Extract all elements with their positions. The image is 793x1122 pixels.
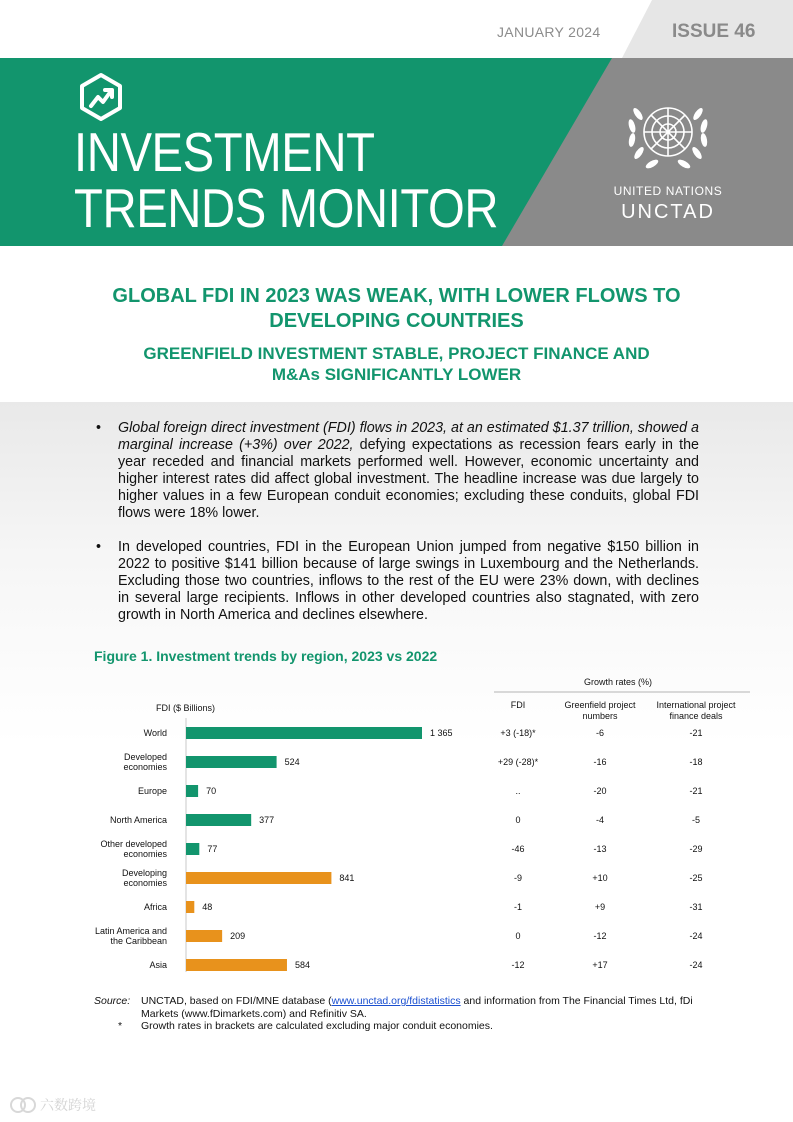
bullet-dot: •	[96, 420, 102, 436]
bullet-dot: •	[96, 539, 102, 555]
trend-arrow-hexagon-icon	[76, 72, 126, 122]
growth-fdi: 0	[515, 815, 521, 825]
growth-greenfield: +9	[594, 902, 606, 912]
category-label: economies	[123, 762, 167, 772]
bar-other-developed-economies	[186, 843, 199, 855]
growth-fdi: +29 (-28)*	[497, 757, 539, 767]
growth-fdi: -12	[511, 960, 525, 970]
org-acronym: UNCTAD	[621, 201, 715, 223]
bar-developed-economies	[186, 756, 277, 768]
bullet-emphasis: Global foreign direct investment (FDI) flows in 2023, at an estimated $1.37 trillion, showed a marginal increase (+3%) over 2022,	[118, 420, 699, 453]
bar-world	[186, 727, 422, 739]
source-text-after: and information from The Financial Times Ltd, fDi Markets (www.fDimarkets.com) and Refinitiv SA.	[141, 995, 693, 1020]
bullet-text: defying expectations as recession fears early in the year receded and financial markets performed well. However, economic uncertainty and higher interest rates did affect global investment. The headline increase was due largely to higher values in a few European conduit economies; excluding these conduits, global FDI flows were 18% lower.	[118, 437, 699, 521]
publication-title-line1: INVESTMENT	[74, 121, 375, 183]
growth-project-finance: -18	[689, 757, 703, 767]
bar-axis-label: FDI ($ Billions)	[156, 703, 216, 713]
bar-value-label: 584	[294, 960, 311, 970]
bar-value-label: 70	[206, 786, 217, 796]
category-label: World	[143, 728, 167, 738]
growth-project-finance: -5	[691, 815, 701, 825]
growth-project-finance: -24	[689, 960, 703, 970]
growth-greenfield: -6	[595, 728, 605, 738]
bar-north-america	[186, 814, 251, 826]
un-emblem-icon	[616, 92, 720, 180]
growth-project-finance: -29	[689, 844, 703, 854]
growth-greenfield: -20	[593, 786, 607, 796]
growth-fdi: -1	[513, 902, 523, 912]
col-header-fdi: FDI	[510, 700, 526, 710]
growth-project-finance: -21	[689, 786, 703, 796]
bullet-text: In developed countries, FDI in the European Union jumped from negative $150 billion in 2022 to positive $141 billion because of large swings in Luxembourg and the Netherlands. Excluding those two countries, inflows to the rest of the EU were 23% down, with declines in several large recipients. Inflows in other developed countries also stagnated, with zero growth in North America and declines elsewhere.	[118, 539, 699, 623]
growth-greenfield: -12	[593, 931, 607, 941]
bullet-item	[96, 420, 699, 522]
bar-value-label: 524	[284, 757, 300, 767]
growth-fdi: -9	[513, 873, 523, 883]
category-label: Europe	[137, 786, 167, 796]
growth-project-finance: -25	[689, 873, 703, 883]
growth-project-finance: -24	[689, 931, 703, 941]
bar-africa	[186, 901, 194, 913]
growth-fdi: -46	[511, 844, 525, 854]
figure-title: Figure 1. Investment trends by region, 2023 vs 2022	[94, 648, 438, 664]
bar-europe	[186, 785, 198, 797]
category-label: economies	[123, 878, 167, 888]
bar-value-label: 77	[207, 844, 218, 854]
col-header-project-finance: International project finance deals	[656, 700, 736, 721]
growth-fdi: +3 (-18)*	[500, 728, 536, 738]
source-label: Source:	[94, 995, 131, 1007]
watermark-logo	[8, 1094, 108, 1116]
watermark-text: 六数跨境	[40, 1098, 96, 1114]
category-label: Other developed	[100, 839, 167, 849]
category-label: the Caribbean	[110, 936, 167, 946]
bar-value-label: 1 365	[430, 728, 453, 738]
growth-greenfield: +17	[592, 960, 608, 970]
category-label: Asia	[149, 960, 167, 970]
growth-greenfield: -4	[595, 815, 605, 825]
bullet-item	[96, 539, 699, 624]
issue-number: ISSUE 46	[672, 21, 756, 42]
growth-greenfield: -16	[593, 757, 607, 767]
footnote-marker: *	[118, 1020, 123, 1032]
org-name: UNITED NATIONS	[613, 184, 723, 198]
bar-developing-economies	[186, 872, 331, 884]
publication-title-line2: TRENDS MONITOR	[74, 177, 499, 239]
bar-value-label: 48	[202, 902, 213, 912]
investment-trends-chart	[0, 670, 793, 980]
category-label: Africa	[143, 902, 167, 912]
category-label: Latin America and	[94, 926, 167, 936]
growth-rates-header: Growth rates (%)	[583, 677, 653, 687]
bar-value-label: 209	[230, 931, 246, 941]
category-label: economies	[123, 849, 167, 859]
growth-project-finance: -31	[689, 902, 703, 912]
growth-fdi: 0	[515, 931, 521, 941]
growth-greenfield: +10	[592, 873, 608, 883]
category-label: Developed	[123, 752, 167, 762]
source-text	[141, 995, 711, 1020]
summary-bullets	[96, 420, 699, 641]
growth-greenfield: -13	[593, 844, 607, 854]
growth-fdi: ..	[515, 786, 521, 796]
source-link[interactable]: www.unctad.org/fdistatistics	[331, 995, 461, 1007]
footnote-text: Growth rates in brackets are calculated excluding major conduit economies.	[141, 1020, 493, 1032]
category-label: Developing	[121, 868, 167, 878]
growth-project-finance: -21	[689, 728, 703, 738]
bar-asia	[186, 959, 287, 971]
sub-headline: GREENFIELD INVESTMENT STABLE, PROJECT FINANCE AND M&As SIGNIFICANTLY LOWER	[143, 344, 650, 384]
bar-latin-america-and-the-caribbean	[186, 930, 222, 942]
bar-value-label: 377	[259, 815, 275, 825]
col-header-greenfield: Greenfield project numbers	[564, 700, 636, 721]
issue-date: JANUARY 2024	[497, 24, 601, 40]
bar-value-label: 841	[339, 873, 355, 883]
source-text-before: UNCTAD, based on FDI/MNE database (	[141, 995, 332, 1007]
category-label: North America	[109, 815, 167, 825]
main-headline: GLOBAL FDI IN 2023 WAS WEAK, WITH LOWER FLOWS TO DEVELOPING COUNTRIES	[112, 285, 681, 332]
